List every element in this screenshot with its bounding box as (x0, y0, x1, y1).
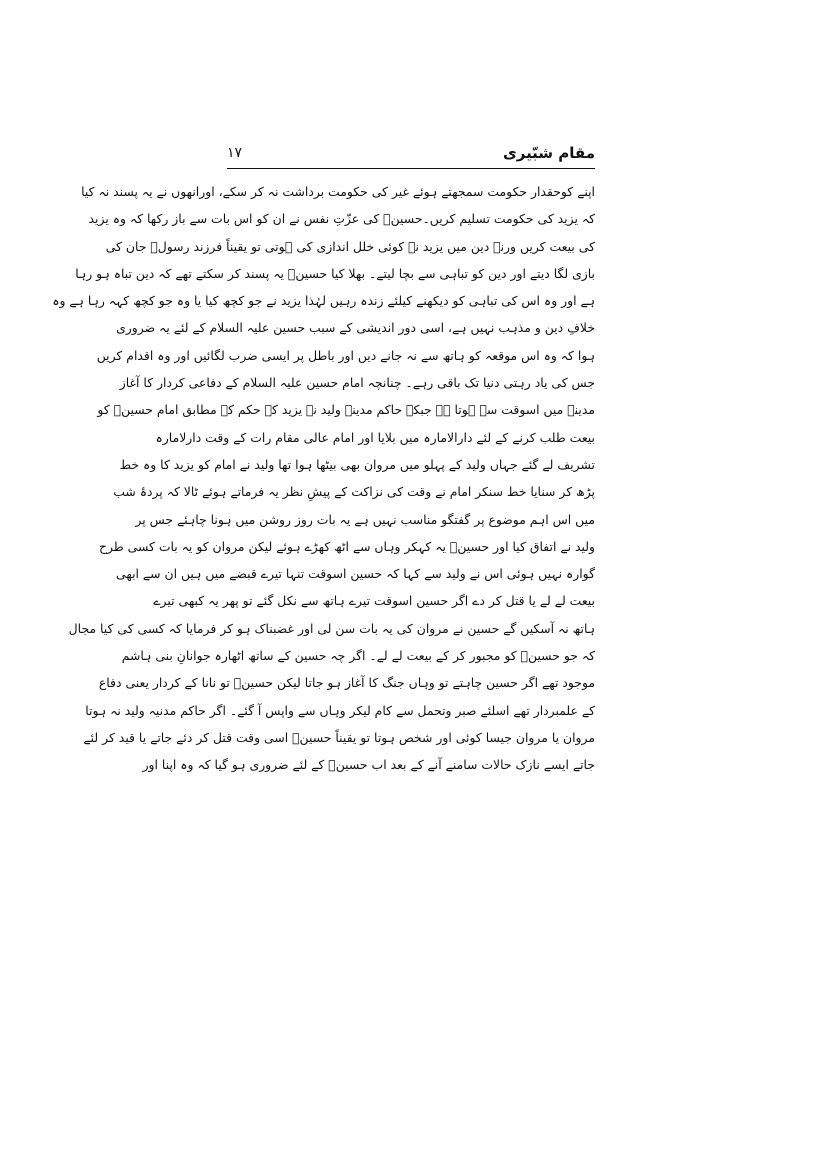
body-paragraph (52, 178, 595, 1038)
text-line: کی بیعت کریں ورنہ دین میں یزید نے کوئی خلل اندازی کی ہوتی تو یقیناً فرزند رسولؐ جان کی (105, 238, 595, 254)
text-line: موجود تھے اگر حسین چاہتے تو وہاں جنگ کا آغاز ہو جاتا لیکن حسینؑ تو نانا کے کردار یعنی دفاع (98, 675, 595, 691)
text-line: اپنے کوحقدار حکومت سمجھتے ہوئے غیر کی حکومت برداشت نہ کر سکے، اورانھوں نے یہ پسند نہ کیا (81, 184, 595, 199)
text-line: تشریف لے گئے جہاں ولید کے پہلو میں مروان بھی بیٹھا ہوا تھا ولید نے امام کو یزید کا وہ خط (119, 456, 595, 472)
text-line: مروان یا مروان جیسا کوئی اور شخص ہوتا تو یقیناً حسینؑ اسی وقت قتل کر دئے جاتے یا قید کر لئے (83, 729, 595, 745)
text-line: کہ جو حسینؑ کو مجبور کر کے بیعت لے لے۔ اگر چہ حسین کے ساتھ اٹھارہ جوانانِ بنی ہاشم (121, 648, 595, 664)
text-line: ہوا کہ وہ اس موقعہ کو ہاتھ سے نہ جانے دیں اور باطل پر ایسی ضرب لگائیں اور وہ اقدام کریں (96, 347, 595, 363)
text-line: کہ یزید کی حکومت تسلیم کریں۔حسینؑ کی عزّتِ نفس نے ان کو اس بات سے باز رکھا کہ وہ یزید (88, 211, 595, 227)
text-line: بازی لگا دیتے اور دین کو تباہی سے بچا لیتے۔ بھلا کیا حسینؑ یہ پسند کر سکتے تھے کہ دین تباہ ہو رہا (75, 265, 595, 281)
text-line: پڑھ کر سنایا خط سنکر امام نے وقت کی نزاکت کے پیشِ نظر یہ فرماتے ہوئے ٹالا کہ پردۂ شب (113, 484, 595, 500)
text-line: جس کی یاد رہتی دنیا تک باقی رہے۔ چنانچہ امام حسین علیہ السلام کے دفاعی کردار کا آغاز (119, 375, 595, 391)
page-number: ۱۷ (227, 145, 243, 161)
book-title: مقام شبّیری (502, 144, 595, 162)
text-line: خلافِ دین و مذہب نہیں ہے، اسی دور اندیشی کے سبب حسین علیہ السلام کے لئے یہ ضروری (116, 320, 595, 336)
header-divider (227, 168, 595, 169)
text-line: گوارہ نہیں ہوئی اس نے ولید سے کہا کہ حسین اسوقت تنہا تیرے قبضے میں ہیں ان سے ابھی (116, 566, 595, 582)
text-line: بیعت طلب کرنے کے لئے دارالامارہ میں بلایا اور امام عالی مقام رات کے وقت دارلامارہ (155, 429, 595, 445)
text-line: ولید نے اتفاق کیا اور حسینؑ یہ کہکر وہاں سے اٹھ کھڑے ہوئے لیکن مروان کو یہ بات کسی طرح (98, 538, 595, 554)
text-line: کے علمبردار تھے اسلئے صبر وتحمل سے کام لیکر وہاں سے واپس آ گئے۔ اگر حاکم مدنیہ ولید نہ ہوتا (85, 702, 595, 718)
text-line: میں اس اہم موضوع پر گفتگو مناسب نہیں ہے یہ بات روز روشن میں ہونا چاہئے جس پر (135, 511, 595, 527)
text-line: ہاتھ نہ آسکیں گے حسین نے مروان کی یہ بات سن لی اور غضبناک ہو کر فرمایا کہ کسی کی کیا مجال (68, 620, 595, 636)
text-line: ہے اور وہ اس کی تباہی کو دیکھنے کیلئے زندہ رہیں لہٰذا یزید نے جو کچھ کیا یا وہ جو کچھ کہہ رہا ہے وہ (52, 293, 595, 309)
text-line: جاتے ایسے نازک حالات سامنے آنے کے بعد اب حسینؑ کے لئے ضروری ہو گیا کہ وہ اپنا اور (142, 757, 595, 773)
page-header (227, 142, 595, 164)
text-line: مدینے میں اسوقت سے ہوتا ہے جبکہ حاکم مدینہ ولید نے یزید کے حکم کے مطابق امام حسینؑ کو (97, 402, 595, 418)
text-line: بیعت لے لے یا قتل کر دے اگر حسین اسوقت تیرے ہاتھ سے نکل گئے تو پھر یہ کبھی تیرے (153, 593, 595, 609)
